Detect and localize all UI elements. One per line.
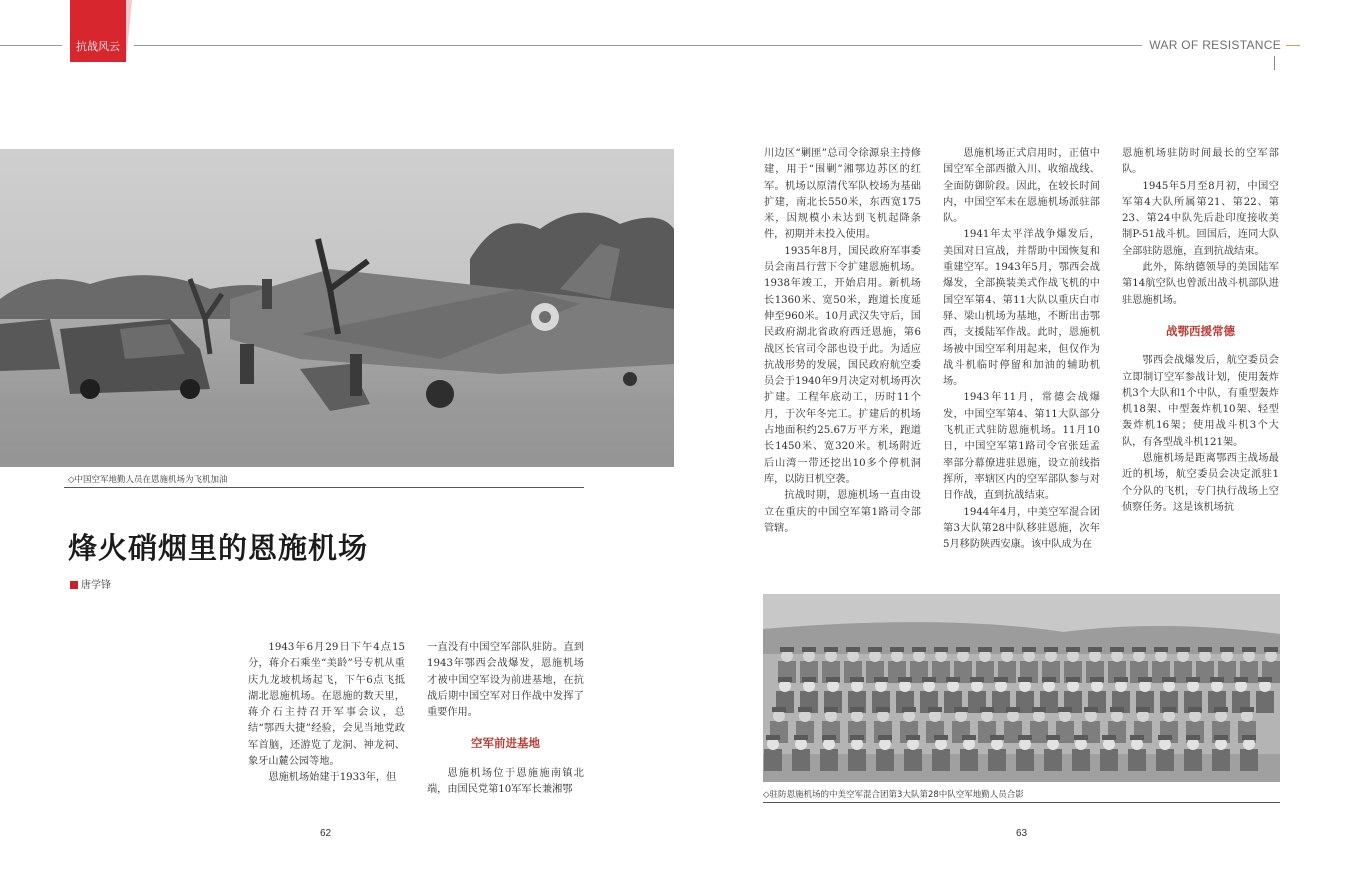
author-byline (70, 576, 111, 591)
paragraph: 恩施机场驻防时间最长的空军部队。 (1122, 148, 1279, 176)
paragraph: 1941年太平洋战争爆发后，美国对日宣战，并帮助中国恢复和重建空军。1943年5月，鄂西会战爆发，全部换装美式作战飞机的中国空军第4、第11大队以重庆白市驿、梁山机场为基地，不断出击鄂西，支援陆军作战。此时，恩施机场被中国空军利用起来，但仅作为战斗机临时停留和加油的辅助机场。 (943, 229, 1100, 388)
column-4 (943, 146, 1100, 553)
top-photo-caption: ◇中国空军地勤人员在恩施机场为飞机加油 (68, 475, 228, 485)
paragraph: 1935年8月，国民政府军事委员会南昌行营下令扩建恩施机场。1938年竣工，开始启用。新机场长1360米、宽50米，跑道长度延伸至960米。10月武汉失守后，国民政府湖北省政府西迁恩施，第6战区长官司令部也设于此。为适应抗战形势的发展，国民政府航空委员会于1940年9月决定对机场再次扩建。工程年底动工，历时11个月，于次年冬完工。扩建后的机场占地面积约25.67万平方米，跑道长1450米、宽320米。机场附近后山湾一带还挖出10多个停机洞库，以防日机空袭。 (764, 245, 921, 485)
paragraph: 川边区“剿匪”总司令徐源泉主持修建，用于“围剿”湘鄂边苏区的红军。机场以原清代军队校场为基础扩建，南北长550米，东西宽175米，因规模小未达到飞机起降条件，初期并未投入使用。 (764, 148, 921, 241)
header-rule-main (134, 45, 1142, 46)
paragraph: 1943年11月，常德会战爆发，中国空军第4、第11大队部分飞机正式驻防恩施机场。11月10日，中国空军第1路司令官张廷孟率部分幕僚进驻恩施，设立前线指挥所，率辖区内的空军部队参与对日作战，直到抗战结束。 (943, 392, 1100, 502)
aircraft-photo-illustration (0, 149, 674, 467)
section-tab-fold (126, 0, 132, 62)
column-1 (248, 640, 405, 787)
series-label: WAR OF RESISTANCE (1149, 38, 1281, 52)
caption-rule-top (64, 487, 584, 488)
author-name: 唐学锋 (81, 580, 111, 591)
paragraph: 鄂西会战爆发后，航空委员会立即制订空军参战计划，使用轰炸机3个大队和1个中队，有重型轰炸机18架、中型轰炸机10架、轻型轰炸机16架；使用战斗机3个大队，有各型战斗机121架。 (1122, 355, 1279, 448)
photo-aircraft-refueling (0, 149, 674, 467)
page-number-left: 62 (320, 828, 332, 839)
group-photo-illustration (763, 594, 1280, 782)
photo-group-portrait (763, 594, 1280, 782)
paragraph: 1944年4月，中美空军混合团第3大队第28中队移驻恩施，次年5月移防陕西安康。该中队成为在 (943, 506, 1100, 551)
article-title: 烽火硝烟里的恩施机场 (68, 531, 369, 565)
paragraph: 此外，陈纳德领导的美国陆军第14航空队也曾派出战斗机部队进驻恩施机场。 (1122, 262, 1279, 306)
paragraph: 抗战时期，恩施机场一直由设立在重庆的中国空军第1路司令部管辖。 (764, 490, 921, 534)
paragraph: 恩施机场是距离鄂西主战场最近的机场，航空委员会决定派驻1个分队的飞机，专门执行战场上空侦察任务。这是该机场抗 (1122, 453, 1279, 513)
paragraph: 恩施机场位于恩施施南镇北端，由国民党第10军军长兼湘鄂 (427, 767, 584, 796)
header-rule-left (0, 45, 62, 46)
page-number-right: 63 (1016, 828, 1028, 839)
paragraph: 一直没有中国空军部队驻防。直到1943年鄂西会战爆发，恩施机场才被中国空军设为前进基地，在抗战后期中国空军对日作战中发挥了重要作用。 (427, 642, 584, 719)
section-heading: 空军前进基地 (471, 736, 540, 751)
paragraph: 恩施机场正式启用时，正值中国空军全部西撤入川、收缩战线、全面防御阶段。因此，在较长时间内，中国空军未在恩施机场派驻部队。 (943, 148, 1100, 225)
paragraph: 1945年5月至8月初，中国空军第4大队所属第21、第22、第23、第24中队先后赴印度接收美制P-51战斗机。回国后，连同大队全部驻防恩施，直到抗战结束。 (1122, 180, 1279, 257)
author-marker (70, 581, 78, 589)
paragraph: 恩施机场始建于1933年，但 (268, 772, 397, 784)
header-tick (1274, 56, 1275, 70)
header-rule-accent (1286, 45, 1300, 46)
column-3 (764, 146, 921, 537)
section-tab-label: 抗战风云 (76, 40, 120, 53)
bottom-photo-caption: ◇驻防恩施机场的中美空军混合团第3大队第28中队空军地勤人员合影 (763, 790, 1024, 800)
caption-rule-bottom (763, 802, 1280, 803)
column-5 (1122, 146, 1279, 516)
paragraph: 1943年6月29日下午4点15分，蒋介石乘坐“美龄”号专机从重庆九龙坡机场起飞，下午6点飞抵湖北恩施机场。在恩施的数天里，蒋介石主持召开军事会议，总结“鄂西大捷”经验，会见当地党政军首脑，还游览了龙洞、神龙祠、象牙山麓公园等地。 (248, 642, 405, 768)
section-heading: 战鄂西援常德 (1166, 323, 1235, 338)
column-2 (427, 640, 584, 798)
